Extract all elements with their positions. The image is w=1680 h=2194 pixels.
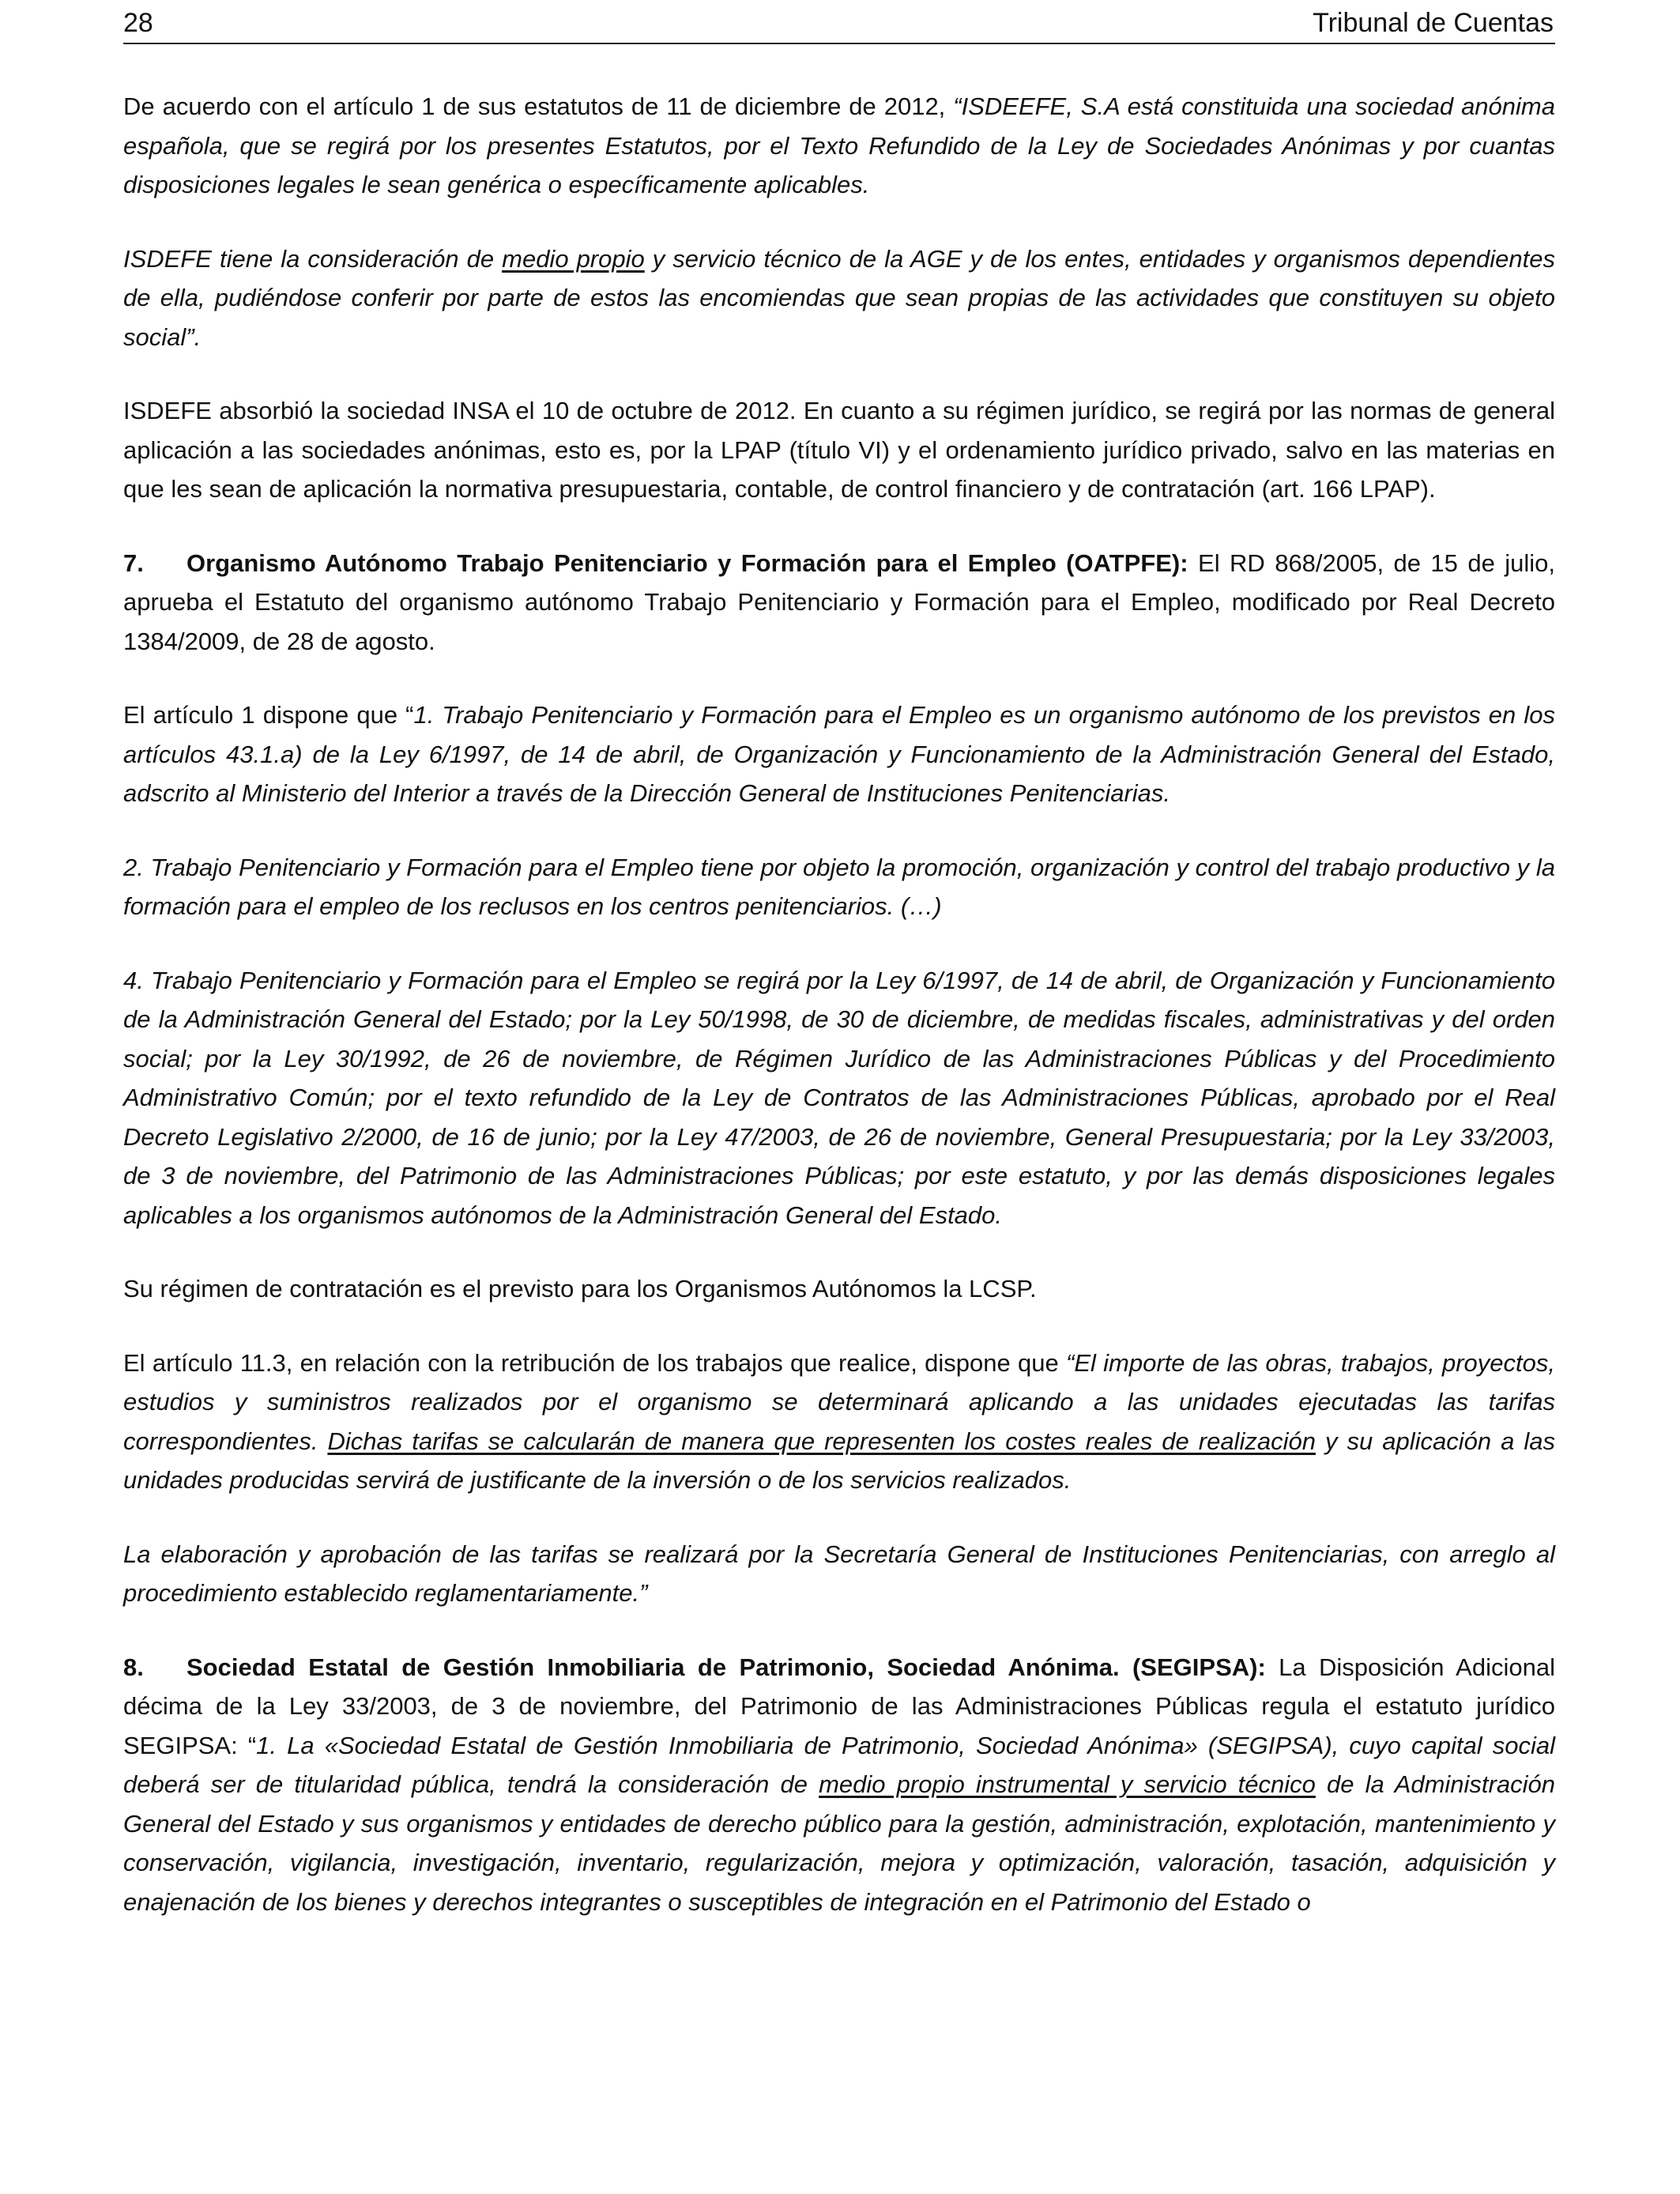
- quoted-text: “El importe de las obras, trabajos, proyectos, estudios y suministros realizados por el organismo se determinará aplicando a las unidades ejecutadas las tarifas correspondientes.: [123, 1348, 1555, 1455]
- paragraph-articulo-11-3: [123, 1344, 1555, 1500]
- section-number: 8.: [123, 1653, 144, 1681]
- paragraph-isdefe-medio-propio: [123, 239, 1555, 357]
- paragraph-tarifas: La elaboración y aprobación de las tarifas se realizará por la Secretaría General de Instituciones Penitenciarias, con arreglo al procedimiento establecido reglamentariamente.”: [123, 1540, 1555, 1607]
- quoted-text: “ISDEEFE, S.A está constituida una sociedad anónima española, que se regirá por los presentes Estatutos, por el Texto Refundido de la Ley de Sociedades Anónimas y por cuantas disposiciones legales le sean genérica o específicamente aplicables.: [123, 92, 1555, 198]
- paragraph-isdefe-statutes: [123, 87, 1555, 205]
- paragraph-regimen-contratacion: Su régimen de contratación es el previsto para los Organismos Autónomos la LCSP.: [123, 1275, 1037, 1302]
- paragraph-text: La Disposición Adicional décima de la Ley 33/2003, de 3 de noviembre, del Patrimonio de las Administraciones Públicas regula el estatuto jurídico SEGIPSA: “: [123, 1653, 1555, 1759]
- underlined-text: Dichas tarifas se calcularán de manera que representen los costes reales de realización: [327, 1427, 1316, 1455]
- paragraph-regimen-legal: 4. Trabajo Penitenciario y Formación para el Empleo se regirá por la Ley 6/1997, de 14 de abril, de Organización y Funcionamiento de la Administración General del Estado; por la Ley 50/1998, de 30 de diciembre, de medidas fiscales, administrativas y del orden social; por la Ley 30/1992, de 26 de noviembre, de Régimen Jurídico de las Administraciones Públicas y del Procedimiento Administrativo Común; por el texto refundido de la Ley de Contratos de las Administraciones Públicas, aprobado por el Real Decreto Legislativo 2/2000, de 16 de junio; por la Ley 47/2003, de 26 de noviembre, General Presupuestaria; por la Ley 33/2003, de 3 de noviembre, del Patrimonio de las Administraciones Públicas; por este estatuto, y por las demás disposiciones legales aplicables a los organismos autónomos de la Administración General del Estado.: [123, 966, 1555, 1229]
- paragraph-oatpfe: [123, 544, 1555, 662]
- paragraph-text: ISDEFE tiene la consideración de: [123, 244, 503, 273]
- quoted-text: 1. Trabajo Penitenciario y Formación para el Empleo es un organismo autónomo de los previstos en los artículos 43.1.a) de la Ley 6/1997, de 14 de abril, de Organización y Funcionamiento de la Administración General del Estado, adscrito al Ministerio del Interior a través de la Dirección General de Instituciones Penitenciarias.: [123, 701, 1555, 807]
- paragraph-segipsa: [123, 1648, 1555, 1922]
- quoted-text: de la Administración General del Estado y sus organismos y entidades de derecho público para la gestión, administración, explotación, mantenimiento y conservación, vigilancia, investigación, inventario, regularización, mejora y optimización, valoración, tasación, adquisición y enajenación de los bienes y derechos integrantes o susceptibles de integración en el Patrimonio del Estado o: [123, 1770, 1555, 1916]
- paragraph-isdefe-insa: ISDEFE absorbió la sociedad INSA el 10 de octubre de 2012. En cuanto a su régimen jurídico, se regirá por las normas de general aplicación a las sociedades anónimas, esto es, por la LPAP (título VI) y el ordenamiento jurídico privado, salvo en las materias en que les sean de aplicación la normativa presupuestaria, contable, de control financiero y de contratación (art. 166 LPAP).: [123, 397, 1555, 503]
- underlined-text: medio propio: [502, 244, 645, 273]
- document-page: [123, 0, 1555, 2194]
- running-header: [123, 5, 1555, 44]
- section-heading: Organismo Autónomo Trabajo Penitenciario y Formación para el Empleo (OATPFE):: [186, 548, 1188, 577]
- underlined-text: medio propio instrumental y servicio técnico: [819, 1770, 1316, 1798]
- paragraph-text: y servicio técnico de la AGE y de los entes, entidades y organismos dependientes de ella, pudiéndose conferir por parte de estos las encomiendas que sean propias de las actividades que constituyen su objeto social”.: [123, 244, 1555, 351]
- paragraph-objeto: 2. Trabajo Penitenciario y Formación para el Empleo tiene por objeto la promoción, organización y control del trabajo productivo y la formación para el empleo de los reclusos en los centros penitenciarios. (…): [123, 853, 1555, 920]
- section-heading: Sociedad Estatal de Gestión Inmobiliaria de Patrimonio, Sociedad Anónima. (SEGIPSA):: [186, 1653, 1266, 1681]
- section-number: 7.: [123, 548, 144, 577]
- paragraph-text: De acuerdo con el artículo 1 de sus estatutos de 11 de diciembre de 2012,: [123, 92, 954, 120]
- header-title: Tribunal de Cuentas: [1313, 8, 1554, 38]
- paragraph-articulo-1: [123, 696, 1555, 813]
- paragraph-text: El artículo 11.3, en relación con la retribución de los trabajos que realice, dispone que: [123, 1348, 1066, 1377]
- quoted-text: y su aplicación a las unidades producidas servirá de justificante de la inversión o de los servicios realizados.: [123, 1427, 1555, 1494]
- paragraph-text: El artículo 1 dispone que “: [123, 701, 414, 729]
- page-number: 28: [123, 8, 153, 38]
- paragraph-text: El RD 868/2005, de 15 de julio, aprueba el Estatuto del organismo autónomo Trabajo Penitenciario y Formación para el Empleo, modificado por Real Decreto 1384/2009, de 28 de agosto.: [123, 548, 1555, 655]
- document-body: [123, 87, 1555, 1956]
- quoted-text: 1. La «Sociedad Estatal de Gestión Inmobiliaria de Patrimonio, Sociedad Anónima» (SEGIPSA), cuyo capital social deberá ser de titularidad pública, tendrá la consideración de: [123, 1731, 1555, 1798]
